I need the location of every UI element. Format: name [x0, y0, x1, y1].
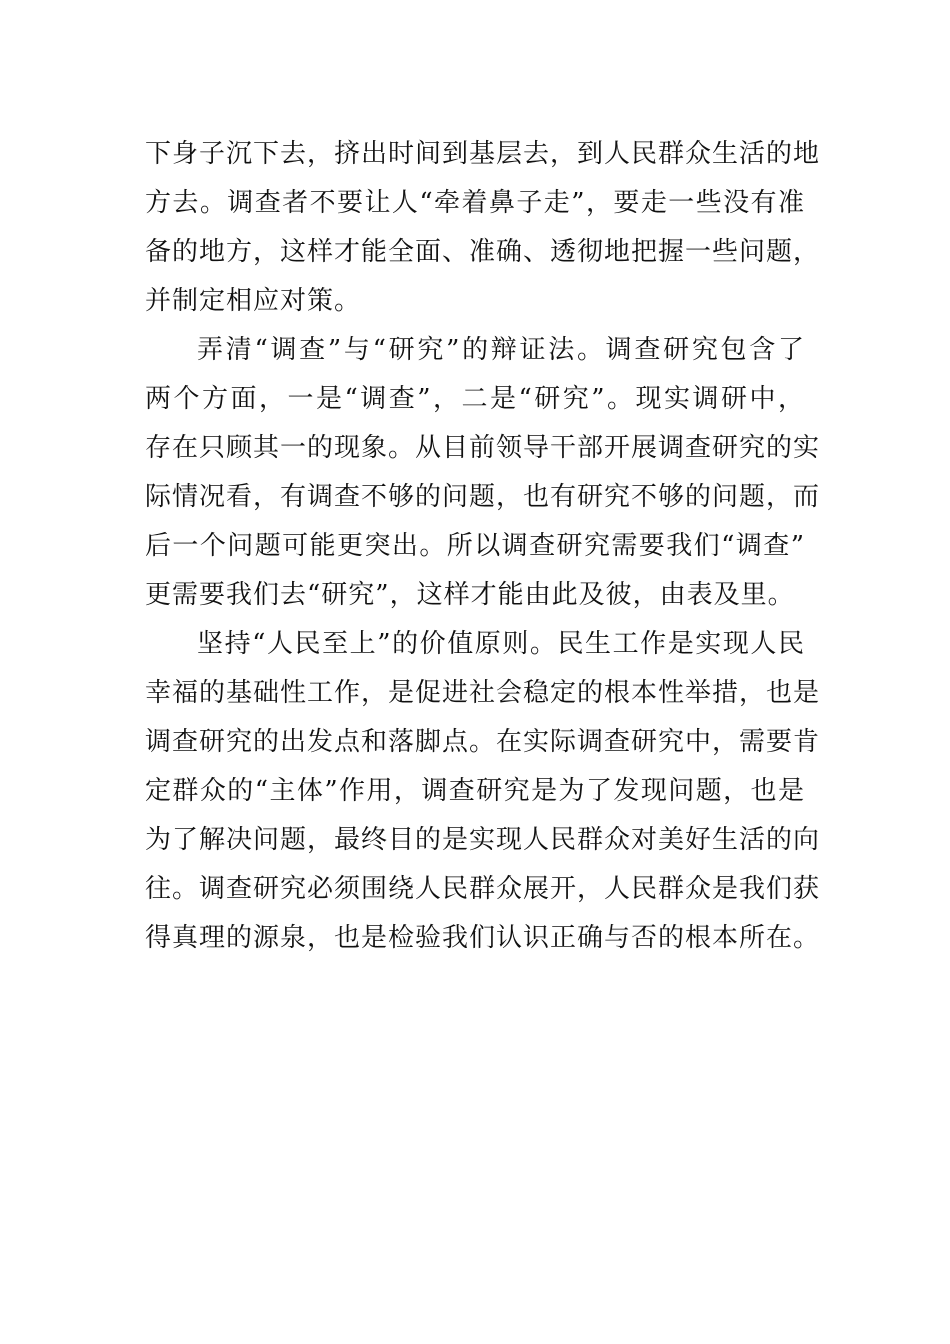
text-line: 幸福的基础性工作，是促进社会稳定的根本性举措，也是 [145, 678, 821, 708]
paragraph-3 [145, 620, 821, 963]
text-line: 备的地方，这样才能全面、准确、透彻地把握一些问题， [145, 237, 821, 267]
text-line: 并制定相应对策。 [145, 286, 362, 316]
text-line: 际情况看，有调查不够的问题，也有研究不够的问题，而 [145, 482, 821, 512]
text-line: 定群众的“主体”作用，调查研究是为了发现问题，也是 [145, 776, 805, 806]
text-line: 为了解决问题，最终目的是实现人民群众对美好生活的向 [145, 825, 821, 855]
text-line: 方去。调查者不要让人“牵着鼻子走”，要走一些没有准 [145, 188, 805, 218]
text-line: 坚持“人民至上”的价值原则。民生工作是实现人民 [197, 629, 805, 659]
text-line: 两个方面，一是“调查”，二是“研究”。现实调研中， [145, 384, 805, 414]
text-line: 往。调查研究必须围绕人民群众展开，人民群众是我们获 [145, 874, 821, 904]
text-line: 下身子沉下去，挤出时间到基层去，到人民群众生活的地 [145, 139, 821, 169]
text-line: 得真理的源泉，也是检验我们认识正确与否的根本所在。 [145, 923, 821, 953]
text-line: 后一个问题可能更突出。所以调查研究需要我们“调查” [145, 531, 805, 561]
paragraph-2 [145, 326, 821, 620]
text-line: 调查研究的出发点和落脚点。在实际调查研究中，需要肯 [145, 727, 821, 757]
text-line: 弄清“调查”与“研究”的辩证法。调查研究包含了 [197, 335, 805, 365]
document-body [145, 130, 821, 963]
paragraph-1 [145, 130, 821, 326]
text-line: 存在只顾其一的现象。从目前领导干部开展调查研究的实 [145, 433, 821, 463]
text-line: 更需要我们去“研究”，这样才能由此及彼，由表及里。 [145, 580, 795, 610]
